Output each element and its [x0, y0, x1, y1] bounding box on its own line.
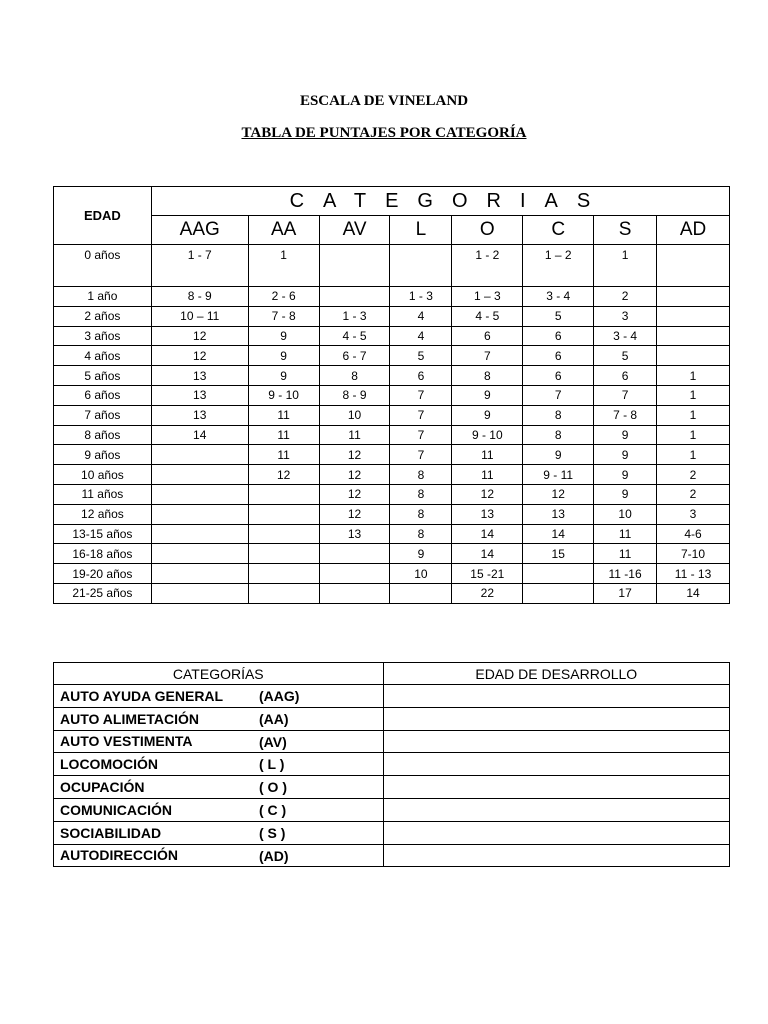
score-cell: 1 - 2	[452, 245, 523, 287]
score-cell: 6 - 7	[319, 346, 390, 366]
score-cell: 5	[594, 346, 657, 366]
edad-desarrollo-input-cell[interactable]	[383, 707, 729, 730]
category-abbreviation: (AV)	[259, 733, 287, 750]
score-cell: 7	[452, 346, 523, 366]
score-cell: 14	[452, 524, 523, 544]
score-cell: 9 - 10	[452, 425, 523, 445]
score-cell: 7	[390, 405, 452, 425]
score-cell: 4 - 5	[452, 306, 523, 326]
table-row	[54, 366, 730, 386]
table-row	[54, 564, 730, 584]
score-cell: 3 - 4	[594, 326, 657, 346]
score-cell: 10 – 11	[151, 306, 248, 326]
score-cell: 9 - 10	[248, 385, 319, 405]
edad-desarrollo-input-cell[interactable]	[383, 821, 729, 844]
score-cell: 6	[523, 346, 594, 366]
score-cell: 9	[248, 326, 319, 346]
score-cell: 4 - 5	[319, 326, 390, 346]
category-name: LOCOMOCIÓN	[60, 756, 158, 773]
category-abbreviation: (AD)	[259, 847, 289, 864]
score-cell: 8	[523, 405, 594, 425]
age-cell: 6 años	[54, 385, 152, 405]
age-cell: 10 años	[54, 465, 152, 485]
score-cell: 5	[523, 306, 594, 326]
score-cell: 8	[523, 425, 594, 445]
score-cell: 1	[594, 245, 657, 287]
age-cell: 4 años	[54, 346, 152, 366]
score-cell: 11	[248, 405, 319, 425]
score-cell: 9 - 11	[523, 465, 594, 485]
score-cell: 11 - 13	[657, 564, 730, 584]
score-cell	[319, 544, 390, 564]
age-cell: 2 años	[54, 306, 152, 326]
score-cell: 14	[657, 583, 730, 603]
age-cell: 5 años	[54, 366, 152, 386]
score-cell: 4	[390, 326, 452, 346]
score-cell: 11	[248, 425, 319, 445]
table-row	[54, 484, 730, 504]
table-row	[54, 465, 730, 485]
table-row	[54, 306, 730, 326]
score-cell: 8	[390, 465, 452, 485]
score-cell	[657, 346, 730, 366]
score-cell: 11	[319, 425, 390, 445]
score-cell: 3 - 4	[523, 287, 594, 307]
score-cell: 4	[390, 306, 452, 326]
category-code-header: O	[452, 216, 523, 245]
score-cell: 9	[452, 405, 523, 425]
category-abbreviation: (AA)	[259, 710, 289, 727]
category-row	[54, 844, 730, 867]
score-cell	[319, 245, 390, 287]
score-cell	[151, 544, 248, 564]
age-cell: 8 años	[54, 425, 152, 445]
age-cell: 19-20 años	[54, 564, 152, 584]
score-cell	[151, 465, 248, 485]
edad-desarrollo-input-cell[interactable]	[383, 844, 729, 867]
category-code-header: C	[523, 216, 594, 245]
category-row	[54, 798, 730, 821]
score-cell: 12	[151, 326, 248, 346]
score-cell	[657, 306, 730, 326]
score-cell: 10	[390, 564, 452, 584]
score-cell	[248, 544, 319, 564]
category-name: SOCIABILIDAD	[60, 824, 162, 841]
score-cell	[151, 583, 248, 603]
edad-desarrollo-input-cell[interactable]	[383, 776, 729, 799]
score-cell	[151, 504, 248, 524]
category-abbreviation: ( L )	[259, 756, 285, 773]
score-cell: 12	[319, 484, 390, 504]
score-cell: 1	[657, 405, 730, 425]
score-cell: 7 - 8	[248, 306, 319, 326]
categorias-column-header: CATEGORÍAS	[54, 663, 384, 685]
category-row	[54, 707, 730, 730]
score-cell: 1	[657, 366, 730, 386]
score-cell: 8	[390, 524, 452, 544]
score-cell: 13	[452, 504, 523, 524]
category-name-cell	[54, 685, 384, 708]
score-cell: 12	[452, 484, 523, 504]
score-cell: 9	[594, 465, 657, 485]
category-code-header: L	[390, 216, 452, 245]
edad-desarrollo-input-cell[interactable]	[383, 685, 729, 708]
age-cell: 16-18 años	[54, 544, 152, 564]
age-cell: 13-15 años	[54, 524, 152, 544]
score-cell: 13	[319, 524, 390, 544]
score-cell: 2 - 6	[248, 287, 319, 307]
table-row	[54, 287, 730, 307]
category-name: OCUPACIÓN	[60, 779, 145, 796]
category-name-cell	[54, 753, 384, 776]
score-cell	[248, 583, 319, 603]
age-cell: 0 años	[54, 245, 152, 287]
score-cell	[390, 583, 452, 603]
category-row	[54, 821, 730, 844]
score-cell: 12	[319, 465, 390, 485]
category-name-cell	[54, 798, 384, 821]
score-cell	[657, 245, 730, 287]
table-row	[54, 385, 730, 405]
score-cell: 9	[248, 346, 319, 366]
age-cell: 12 años	[54, 504, 152, 524]
category-row	[54, 730, 730, 753]
score-table	[53, 186, 730, 604]
score-cell	[248, 484, 319, 504]
table-row	[54, 445, 730, 465]
category-row	[54, 776, 730, 799]
score-cell: 7	[523, 385, 594, 405]
score-cell	[319, 583, 390, 603]
category-name: AUTO ALIMETACIÓN	[60, 710, 199, 727]
score-cell	[248, 504, 319, 524]
score-cell: 6	[594, 366, 657, 386]
score-cell: 3	[657, 504, 730, 524]
edad-header: EDAD	[54, 187, 152, 245]
age-cell: 7 años	[54, 405, 152, 425]
score-cell: 12	[248, 465, 319, 485]
table-row	[54, 326, 730, 346]
age-cell: 3 años	[54, 326, 152, 346]
score-cell: 7	[594, 385, 657, 405]
table-row	[54, 504, 730, 524]
table-row	[54, 245, 730, 287]
score-cell: 7-10	[657, 544, 730, 564]
age-cell: 1 año	[54, 287, 152, 307]
score-cell: 1 – 3	[452, 287, 523, 307]
category-row	[54, 685, 730, 708]
score-cell: 12	[523, 484, 594, 504]
category-name: AUTO VESTIMENTA	[60, 733, 193, 750]
category-code-header: AD	[657, 216, 730, 245]
score-cell: 13	[151, 405, 248, 425]
score-cell: 9	[452, 385, 523, 405]
category-name: AUTO AYUDA GENERAL	[60, 687, 224, 704]
score-cell: 6	[523, 326, 594, 346]
score-cell: 7 - 8	[594, 405, 657, 425]
score-cell: 9	[523, 445, 594, 465]
score-cell: 13	[523, 504, 594, 524]
score-cell: 11	[594, 524, 657, 544]
score-cell: 1	[657, 425, 730, 445]
score-cell: 4-6	[657, 524, 730, 544]
score-cell	[151, 484, 248, 504]
score-cell: 8	[390, 484, 452, 504]
category-row	[54, 753, 730, 776]
table-row	[54, 544, 730, 564]
category-name-cell	[54, 844, 384, 867]
score-cell: 9	[248, 366, 319, 386]
score-cell: 10	[594, 504, 657, 524]
score-cell: 15	[523, 544, 594, 564]
category-code-header: AA	[248, 216, 319, 245]
score-cell: 12	[319, 445, 390, 465]
category-abbreviation: (AAG)	[259, 688, 300, 704]
score-cell: 2	[657, 484, 730, 504]
score-cell: 14	[452, 544, 523, 564]
score-cell: 10	[319, 405, 390, 425]
score-cell: 2	[594, 287, 657, 307]
score-cell: 11 -16	[594, 564, 657, 584]
score-cell: 14	[523, 524, 594, 544]
category-name: COMUNICACIÓN	[60, 801, 172, 818]
score-cell: 9	[594, 425, 657, 445]
score-cell: 12	[319, 504, 390, 524]
score-cell	[151, 524, 248, 544]
score-cell	[523, 564, 594, 584]
score-cell: 6	[390, 366, 452, 386]
score-cell: 12	[151, 346, 248, 366]
score-cell: 1 - 7	[151, 245, 248, 287]
category-table	[53, 662, 730, 867]
score-cell: 8 - 9	[151, 287, 248, 307]
category-abbreviation: ( O )	[259, 779, 287, 796]
edad-desarrollo-input-cell[interactable]	[383, 730, 729, 753]
score-cell: 1 - 3	[390, 287, 452, 307]
score-cell: 9	[594, 445, 657, 465]
score-cell: 9	[594, 484, 657, 504]
score-cell: 5	[390, 346, 452, 366]
score-cell	[390, 245, 452, 287]
edad-desarrollo-input-cell[interactable]	[383, 798, 729, 821]
score-cell	[248, 564, 319, 584]
score-cell: 8	[452, 366, 523, 386]
edad-desarrollo-input-cell[interactable]	[383, 753, 729, 776]
score-cell: 17	[594, 583, 657, 603]
score-cell: 13	[151, 385, 248, 405]
table-row	[54, 524, 730, 544]
score-cell: 9	[390, 544, 452, 564]
category-name-cell	[54, 707, 384, 730]
table-row	[54, 405, 730, 425]
category-abbreviation: ( S )	[259, 824, 286, 841]
score-cell: 8	[319, 366, 390, 386]
category-name-cell	[54, 776, 384, 799]
score-cell: 11	[452, 445, 523, 465]
score-cell	[319, 564, 390, 584]
score-cell: 13	[151, 366, 248, 386]
score-cell	[657, 326, 730, 346]
score-cell: 8	[390, 504, 452, 524]
score-cell: 7	[390, 385, 452, 405]
score-cell	[657, 287, 730, 307]
score-cell: 1	[657, 385, 730, 405]
category-name: AUTODIRECCIÓN	[60, 847, 178, 864]
score-cell: 6	[523, 366, 594, 386]
score-cell: 11	[594, 544, 657, 564]
category-name-cell	[54, 821, 384, 844]
score-cell	[248, 524, 319, 544]
score-cell: 7	[390, 445, 452, 465]
document-title: ESCALA DE VINELAND	[299, 93, 469, 109]
table-row	[54, 583, 730, 603]
score-cell: 2	[657, 465, 730, 485]
score-cell: 11	[452, 465, 523, 485]
score-cell	[523, 583, 594, 603]
category-abbreviation: ( C )	[259, 801, 287, 818]
score-cell: 11	[248, 445, 319, 465]
table-row	[54, 346, 730, 366]
score-cell: 8 - 9	[319, 385, 390, 405]
score-cell	[319, 287, 390, 307]
score-cell: 14	[151, 425, 248, 445]
score-cell: 7	[390, 425, 452, 445]
score-cell	[151, 445, 248, 465]
score-cell: 3	[594, 306, 657, 326]
score-cell: 1 - 3	[319, 306, 390, 326]
score-cell: 1	[248, 245, 319, 287]
category-code-header: S	[594, 216, 657, 245]
score-cell	[151, 564, 248, 584]
score-cell: 15 -21	[452, 564, 523, 584]
score-cell: 22	[452, 583, 523, 603]
age-cell: 11 años	[54, 484, 152, 504]
table-row	[54, 425, 730, 445]
category-code-header: AAG	[151, 216, 248, 245]
category-code-header: AV	[319, 216, 390, 245]
edad-desarrollo-column-header: EDAD DE DESARROLLO	[383, 663, 729, 685]
document-subtitle: TABLA DE PUNTAJES POR CATEGORÍA	[241, 125, 527, 141]
categorias-header: CATEGORIAS	[151, 187, 729, 216]
score-cell: 1 – 2	[523, 245, 594, 287]
age-cell: 9 años	[54, 445, 152, 465]
age-cell: 21-25 años	[54, 583, 152, 603]
score-cell: 1	[657, 445, 730, 465]
score-cell: 6	[452, 326, 523, 346]
category-name-cell	[54, 730, 384, 753]
